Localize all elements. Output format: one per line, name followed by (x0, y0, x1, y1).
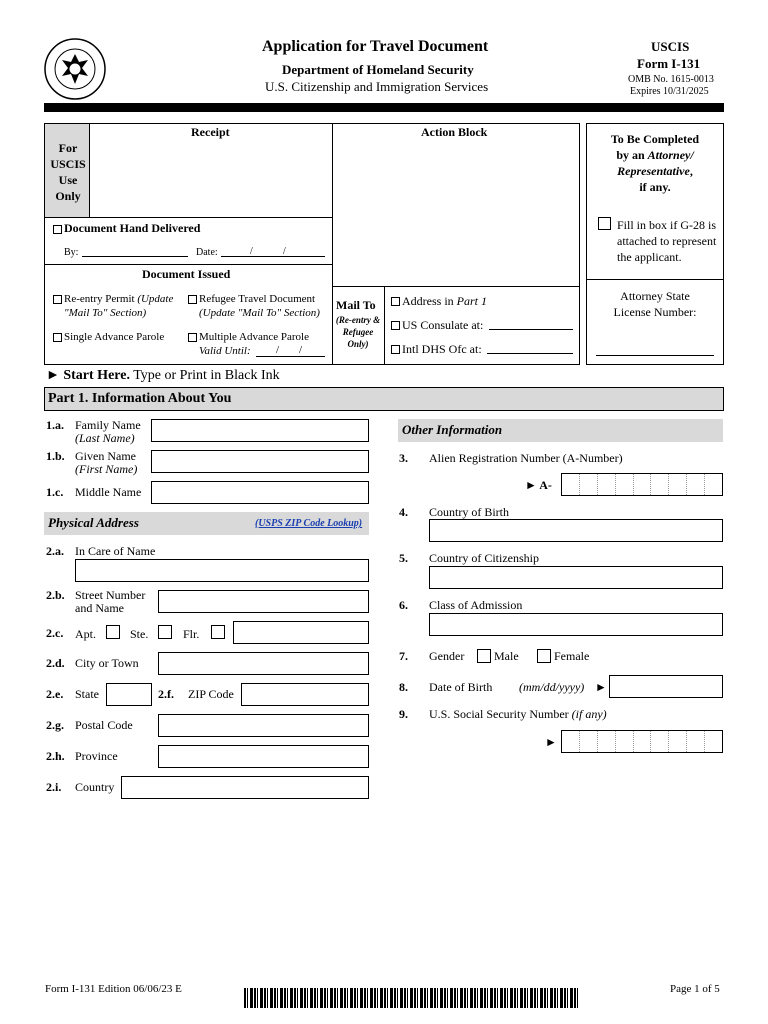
street-label-2: and Name (75, 601, 124, 615)
barcode (244, 988, 578, 1008)
middle-name-label: Middle Name (75, 485, 142, 499)
field-number: 1.b. (46, 449, 65, 463)
ssn-arrow: ► (545, 735, 557, 749)
form-title: Application for Travel Document (262, 38, 489, 55)
zip-lookup-link[interactable]: (USPS ZIP Code Lookup) (255, 518, 363, 529)
flr-label: Flr. (183, 627, 200, 641)
date-sep: / (283, 246, 286, 257)
g28-label: Fill in box if G-28 is attached to represent the applicant. (617, 218, 717, 264)
refugee-travel-label: Refugee Travel Document (199, 293, 316, 305)
reentry-permit-note: "Mail To" Section) (64, 307, 147, 319)
female-checkbox[interactable] (537, 649, 551, 663)
divider (384, 286, 385, 364)
dob-input[interactable] (609, 675, 723, 698)
divider (332, 124, 333, 364)
g28-checkbox[interactable] (598, 217, 611, 230)
ste-label: Ste. (130, 627, 149, 641)
given-name-sub: (First Name) (75, 462, 138, 476)
field-number: 2.b. (46, 588, 65, 602)
citizenship-label: Country of Citizenship (429, 551, 539, 565)
physical-address-header: Physical Address (44, 512, 369, 535)
family-name-sub: (Last Name) (75, 431, 135, 445)
ste-checkbox[interactable] (158, 625, 172, 639)
field-number: 2.a. (46, 544, 64, 558)
attorney-heading: To Be Completed by an Attorney/ Representative, if any. (610, 132, 700, 194)
mail-to-label: Mail To (336, 298, 376, 312)
divider (45, 217, 332, 218)
receipt-label: Receipt (191, 125, 230, 139)
field-number: 3. (399, 451, 408, 465)
field-number: 4. (399, 505, 408, 519)
date-line[interactable] (221, 256, 325, 257)
dob-label: Date of Birth (429, 680, 493, 694)
field-number: 1.c. (46, 485, 64, 499)
apt-label: Apt. (75, 627, 96, 641)
us-consulate-line[interactable] (489, 329, 573, 330)
family-name-label: Family Name (75, 418, 141, 432)
a-number-prefix: ► A- (525, 478, 552, 492)
dhs-seal (44, 38, 106, 100)
attorney-license-line[interactable] (596, 355, 714, 356)
us-consulate-checkbox[interactable] (391, 321, 400, 330)
department-name: Department of Homeland Security (282, 62, 474, 77)
country-label: Country (75, 780, 115, 794)
hand-delivered-label: Document Hand Delivered (64, 221, 201, 235)
by-line[interactable] (82, 256, 188, 257)
refugee-travel-note: (Update "Mail To" Section) (199, 307, 320, 319)
female-label: Female (554, 649, 590, 663)
field-number: 8. (399, 680, 408, 694)
flr-checkbox[interactable] (211, 625, 225, 639)
dob-format: (mm/dd/yyyy) (519, 680, 585, 694)
apt-checkbox[interactable] (106, 625, 120, 639)
address-in-part1-label: Address in Part 1 (402, 294, 488, 308)
date-sep: / (276, 344, 280, 356)
a-number-label: Alien Registration Number (A-Number) (429, 451, 623, 465)
family-name-input[interactable] (151, 419, 369, 442)
given-name-input[interactable] (151, 450, 369, 473)
care-of-name-input[interactable] (75, 559, 369, 582)
multiple-parole-checkbox[interactable] (188, 333, 197, 342)
field-number: 1.a. (46, 418, 64, 432)
single-parole-label: Single Advance Parole (64, 331, 165, 343)
reentry-permit-checkbox[interactable] (53, 295, 62, 304)
field-number: 9. (399, 707, 408, 721)
omb-number: OMB No. 1615-0013 (628, 74, 714, 85)
hand-delivered-checkbox[interactable] (53, 225, 62, 234)
valid-until-label: Valid Until: (199, 345, 251, 357)
multiple-parole-label: Multiple Advance Parole (199, 331, 309, 343)
date-sep: / (299, 344, 303, 356)
intl-dhs-line[interactable] (487, 353, 573, 354)
state-select[interactable] (106, 683, 152, 706)
country-input[interactable] (121, 776, 369, 799)
valid-until-line[interactable] (256, 356, 325, 357)
address-in-part1-checkbox[interactable] (391, 297, 400, 306)
field-number: 2.f. (158, 687, 174, 701)
field-number: 5. (399, 551, 408, 565)
mail-to-note: (Re-entry & Refugee Only) (335, 315, 381, 349)
intl-dhs-label: Intl DHS Ofc at: (402, 342, 482, 356)
given-name-label: Given Name (75, 449, 136, 463)
citizenship-input[interactable] (429, 566, 723, 589)
by-label: By: (64, 247, 79, 258)
dob-arrow: ► (595, 680, 607, 694)
field-number: 2.e. (46, 687, 64, 701)
field-number: 2.h. (46, 749, 65, 763)
document-issued-label: Document Issued (142, 267, 231, 281)
divider (587, 279, 723, 280)
uscis-label: USCIS (651, 39, 690, 54)
street-label: Street Number (75, 588, 146, 602)
field-number: 2.d. (46, 656, 65, 670)
postal-code-input[interactable] (158, 714, 369, 737)
us-consulate-label: US Consulate at: (402, 318, 484, 332)
divider (45, 264, 332, 265)
agency-name: U.S. Citizenship and Immigration Services (265, 79, 489, 94)
other-information-header: Other Information (398, 419, 723, 442)
city-label: City or Town (75, 656, 139, 670)
expiration-date: Expires 10/31/2025 (630, 86, 709, 97)
zip-input[interactable] (241, 683, 369, 706)
field-number: 7. (399, 649, 408, 663)
page-number: Page 1 of 5 (670, 983, 720, 995)
male-label: Male (494, 649, 519, 663)
class-of-admission-input[interactable] (429, 613, 723, 636)
ssn-label: U.S. Social Security Number (if any) (429, 707, 607, 721)
care-of-name-label: In Care of Name (75, 544, 156, 558)
street-input[interactable] (158, 590, 369, 613)
form-number: Form I-131 (637, 56, 701, 71)
header-rule (44, 103, 724, 112)
male-checkbox[interactable] (477, 649, 491, 663)
field-number: 2.c. (46, 626, 64, 640)
single-parole-checkbox[interactable] (53, 333, 62, 342)
province-label: Province (75, 749, 118, 763)
field-number: 6. (399, 598, 408, 612)
form-edition: Form I-131 Edition 06/06/23 E (45, 983, 182, 995)
postal-code-label: Postal Code (75, 718, 133, 732)
middle-name-input[interactable] (151, 481, 369, 504)
a-number-input[interactable] (561, 473, 723, 496)
date-sep: / (250, 246, 253, 257)
province-input[interactable] (158, 745, 369, 768)
action-block-label: Action Block (421, 125, 488, 139)
apt-number-input[interactable] (233, 621, 369, 644)
field-number: 2.i. (46, 780, 62, 794)
start-here: ► Start Here. Type or Print in Black Ink (46, 368, 280, 383)
field-number: 2.g. (46, 718, 64, 732)
date-label: Date: (196, 247, 218, 258)
attorney-license-label: Attorney State License Number: (613, 289, 697, 319)
ssn-input[interactable] (561, 730, 723, 753)
refugee-travel-checkbox[interactable] (188, 295, 197, 304)
country-of-birth-label: Country of Birth (429, 505, 509, 519)
gender-label: Gender (429, 649, 465, 663)
class-of-admission-label: Class of Admission (429, 598, 523, 612)
city-input[interactable] (158, 652, 369, 675)
state-label: State (75, 687, 99, 701)
for-uscis-use-only: For USCIS Use Only (50, 141, 86, 203)
intl-dhs-checkbox[interactable] (391, 345, 400, 354)
reentry-permit-label: Re-entry Permit (Update (64, 293, 174, 305)
zip-label: ZIP Code (188, 687, 234, 701)
divider (332, 286, 579, 287)
country-of-birth-input[interactable] (429, 519, 723, 542)
part1-title: Part 1. Information About You (48, 391, 232, 406)
